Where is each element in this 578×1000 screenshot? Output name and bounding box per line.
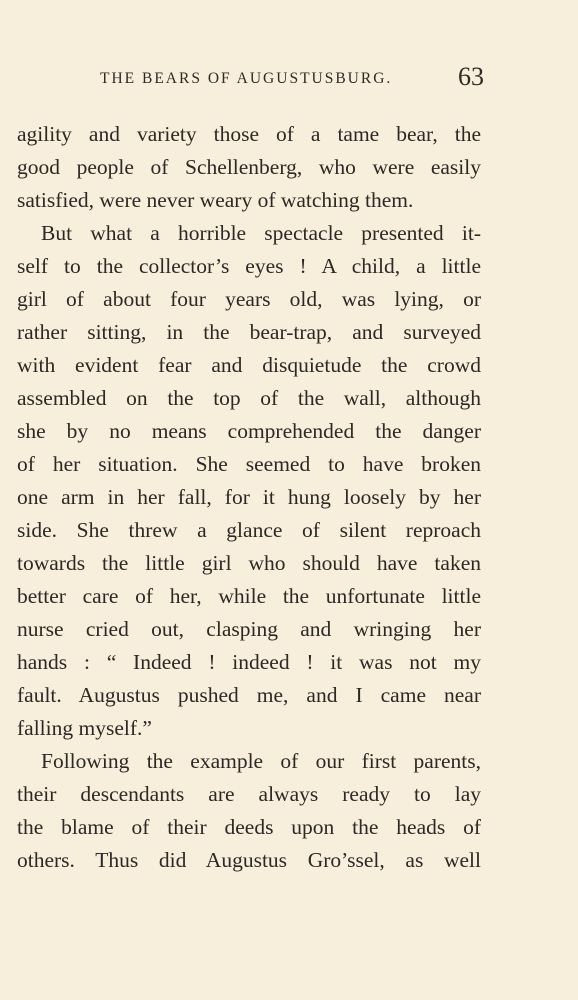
running-head-title: THE BEARS OF AUGUSTUSBURG. xyxy=(100,70,393,87)
page-number: 63 xyxy=(458,62,484,91)
text-line: nurse cried out, clasping and wringing her xyxy=(17,617,481,641)
text-line: towards the little girl who should have taken xyxy=(17,551,481,575)
text-line: good people of Schellenberg, who were easily xyxy=(17,155,481,179)
text-line: their descendants are always ready to lay xyxy=(17,782,481,806)
text-line: she by no means comprehended the danger xyxy=(17,419,481,443)
text-line: better care of her, while the unfortunate little xyxy=(17,584,481,608)
text-line: rather sitting, in the bear-trap, and surveyed xyxy=(17,320,481,344)
body-text xyxy=(17,118,481,877)
text-line: assembled on the top of the wall, although xyxy=(17,386,481,410)
text-line: one arm in her fall, for it hung loosely by her xyxy=(17,485,481,509)
text-line: the blame of their deeds upon the heads of xyxy=(17,815,481,839)
text-line: others. Thus did Augustus Gro’ssel, as well xyxy=(17,848,481,872)
text-line: agility and variety those of a tame bear, the xyxy=(17,122,481,146)
text-line: of her situation. She seemed to have broken xyxy=(17,452,481,476)
text-line: hands : “ Indeed ! indeed ! it was not my xyxy=(17,650,481,674)
text-line: But what a horrible spectacle presented it- xyxy=(41,221,481,245)
text-line: girl of about four years old, was lying, or xyxy=(17,287,481,311)
text-line: Following the example of our first parents, xyxy=(41,749,481,773)
text-line: fault. Augustus pushed me, and I came near xyxy=(17,683,481,707)
text-line: falling myself.” xyxy=(17,716,152,740)
text-line: side. She threw a glance of silent reproach xyxy=(17,518,481,542)
text-line: with evident fear and disquietude the crowd xyxy=(17,353,481,377)
text-line: satisfied, were never weary of watching them. xyxy=(17,188,414,212)
text-line: self to the collector’s eyes ! A child, a little xyxy=(17,254,481,278)
running-head xyxy=(0,62,578,96)
